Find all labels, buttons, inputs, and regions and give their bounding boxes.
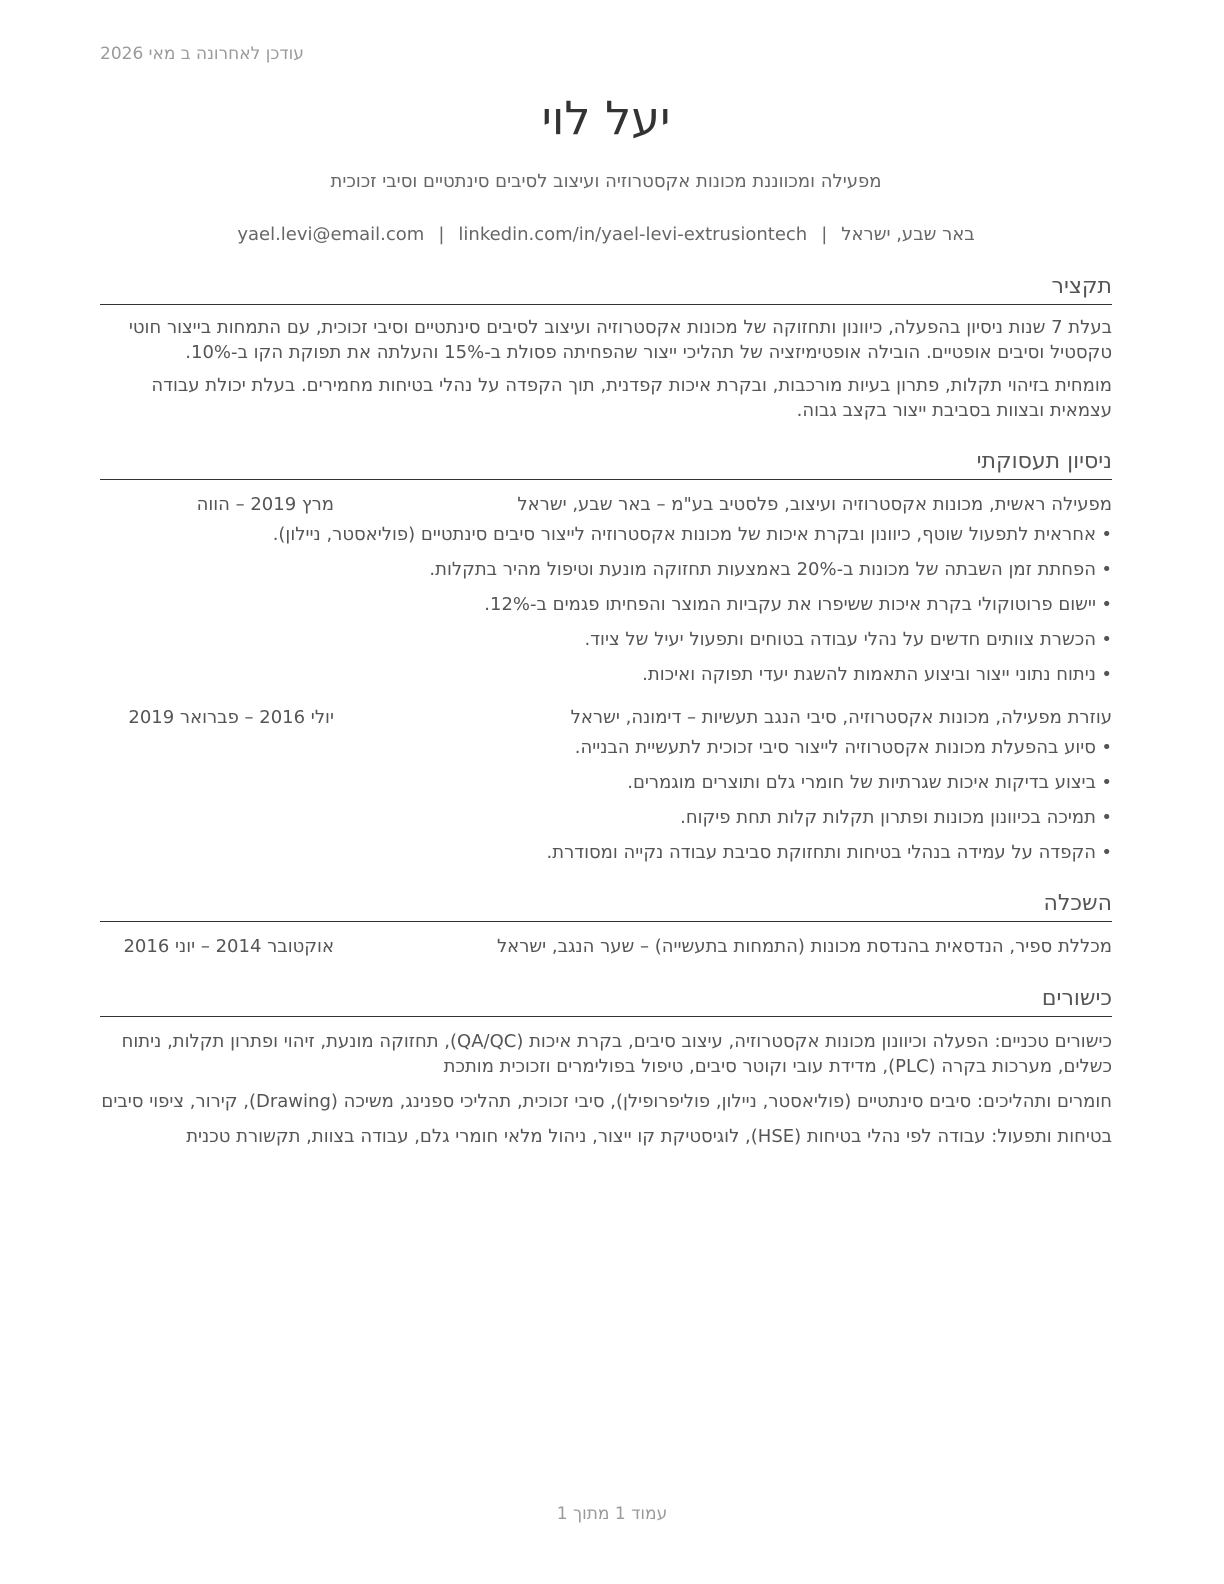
list-item (100, 557, 1112, 582)
list-item (100, 522, 1112, 547)
bullet-dot-icon: • (1101, 594, 1112, 615)
job-role: מפעילה ראשית, מכונות אקסטרוזיה ועיצוב, פלסטיב בע"מ – באר שבע, ישראל (517, 494, 1112, 515)
bullet-text: סיוע בהפעלת מכונות אקסטרוזיה לייצור סיבי זכוכית לתעשיית הבנייה. (574, 737, 1096, 758)
summary-heading: תקציר (100, 272, 1112, 305)
contact-linkedin-link[interactable]: linkedin.com/in/yael-levi-extrusiontech (458, 224, 808, 245)
education-institution: מכללת ספיר, הנדסאית בהנדסת מכונות (התמחות בתעשייה) – שער הנגב, ישראל (496, 936, 1112, 957)
bullet-text: הקפדה על עמידה בנהלי בטיחות ותחזוקת סביבת עבודה נקייה ומסודרת. (546, 842, 1096, 863)
contact-location: באר שבע, ישראל (841, 224, 975, 245)
skills-line: חומרים ותהליכים: סיבים סינתטיים (פוליאסטר, ניילון, פוליפרופילן), סיבי זכוכית, תהליכי ספנינג, משיכה (Drawing), קירור, ציפוי סיבים (101, 1091, 1112, 1112)
job-role: עוזרת מפעילה, מכונות אקסטרוזיה, סיבי הנגב תעשיות – דימונה, ישראל (570, 707, 1112, 728)
bullet-dot-icon: • (1101, 772, 1112, 793)
job-entry (100, 492, 1112, 687)
list-item (100, 735, 1112, 760)
professional-headline: מפעילה ומכווננת מכונות אקסטרוזיה ועיצוב לסיבים סינתטיים וסיבי זכוכית (330, 171, 882, 192)
education-heading: השכלה (100, 889, 1112, 922)
list-item (100, 770, 1112, 795)
resume-body (100, 88, 1112, 1149)
list-item (100, 627, 1112, 652)
bullet-dot-icon: • (1101, 629, 1112, 650)
page-number: עמוד 1 מתוך 1 (556, 1504, 668, 1524)
experience-heading: ניסיון תעסוקתי (100, 447, 1112, 480)
bullet-dot-icon: • (1101, 664, 1112, 685)
summary-paragraph: בעלת 7 שנות ניסיון בהפעלה, כיוונון ותחזוקה של מכונות אקסטרוזיה ועיצוב לסיבים סינתטיים וסיבי זכוכית, עם התמחות בייצור חוטי טקסטיל וסיבים אופטיים. הובילה אופטימיזציה של תהליכי ייצור שהפחיתה פסולת ב-15% והעלתה את תפוקת הקו ב-10%. (128, 317, 1112, 363)
bullet-dot-icon: • (1101, 559, 1112, 580)
bullet-dot-icon: • (1101, 842, 1112, 863)
bullet-dot-icon: • (1101, 807, 1112, 828)
list-item (100, 662, 1112, 687)
contact-separator: | (821, 224, 828, 245)
job-header (100, 492, 1112, 518)
bullet-text: ניתוח נתוני ייצור וביצוע התאמות להשגת יעדי תפוקה ואיכות. (642, 664, 1096, 685)
skills-line: בטיחות ותפעול: עבודה לפי נהלי בטיחות (HSE), לוגיסטיקת קו ייצור, ניהול מלאי חומרי גלם, עבודה בצוות, תקשורת טכנית (186, 1126, 1112, 1147)
skills-line: כישורים טכניים: הפעלה וכיוונון מכונות אקסטרוזיה, עיצוב סיבים, בקרת איכות (QA/QC), תחזוקה מונעת, זיהוי ופתרון תקלות, ניתוח כשלים, מערכות בקרה (PLC), מדידת עובי וקוטר סיבים, טיפול בפולימרים וזכוכית מותכת (121, 1031, 1112, 1077)
education-dates: אוקטובר 2014 – יוני 2016 (123, 936, 334, 957)
bullet-dot-icon: • (1101, 524, 1112, 545)
bullet-text: תמיכה בכיוונון מכונות ופתרון תקלות קלות תחת פיקוח. (680, 807, 1096, 828)
summary-paragraph: מומחית בזיהוי תקלות, פתרון בעיות מורכבות, ובקרת איכות קפדנית, תוך הקפדה על נהלי בטיחות מחמירים. בעלת יכולת עבודה עצמאית ובצוות בסביבת ייצור בקצב גבוה. (151, 375, 1112, 421)
last-updated-note: עודכן לאחרונה ב מאי 2026 (100, 44, 304, 64)
job-bullets (100, 522, 1112, 687)
list-item (100, 840, 1112, 865)
contact-email-link[interactable]: yael.levi@email.com (237, 224, 425, 245)
job-entry (100, 705, 1112, 865)
contact-separator: | (438, 224, 445, 245)
candidate-name: יעל לוי (541, 91, 671, 145)
list-item (100, 805, 1112, 830)
bullet-text: הפחתת זמן השבתה של מכונות ב-20% באמצעות תחזוקה מונעת וטיפול מהיר בתקלות. (429, 559, 1096, 580)
contact-line (100, 222, 1112, 248)
job-dates: יולי 2016 – פברואר 2019 (128, 707, 334, 728)
job-bullets (100, 735, 1112, 865)
bullet-text: יישום פרוטוקולי בקרת איכות ששיפרו את עקביות המוצר והפחיתו פגמים ב-12%. (484, 594, 1096, 615)
education-entry (100, 934, 1112, 960)
bullet-dot-icon: • (1101, 737, 1112, 758)
bullet-text: ביצוע בדיקות איכות שגרתיות של חומרי גלם ותוצרים מוגמרים. (627, 772, 1096, 793)
list-item (100, 592, 1112, 617)
bullet-text: אחראית לתפעול שוטף, כיוונון ובקרת איכות של מכונות אקסטרוזיה לייצור סיבים סינתטיים (פוליאסטר, ניילון). (272, 524, 1096, 545)
job-dates: מרץ 2019 – הווה (196, 494, 334, 515)
bullet-text: הכשרת צוותים חדשים על נהלי עבודה בטוחים ותפעול יעיל של ציוד. (584, 629, 1096, 650)
skills-heading: כישורים (100, 984, 1112, 1017)
job-header (100, 705, 1112, 731)
